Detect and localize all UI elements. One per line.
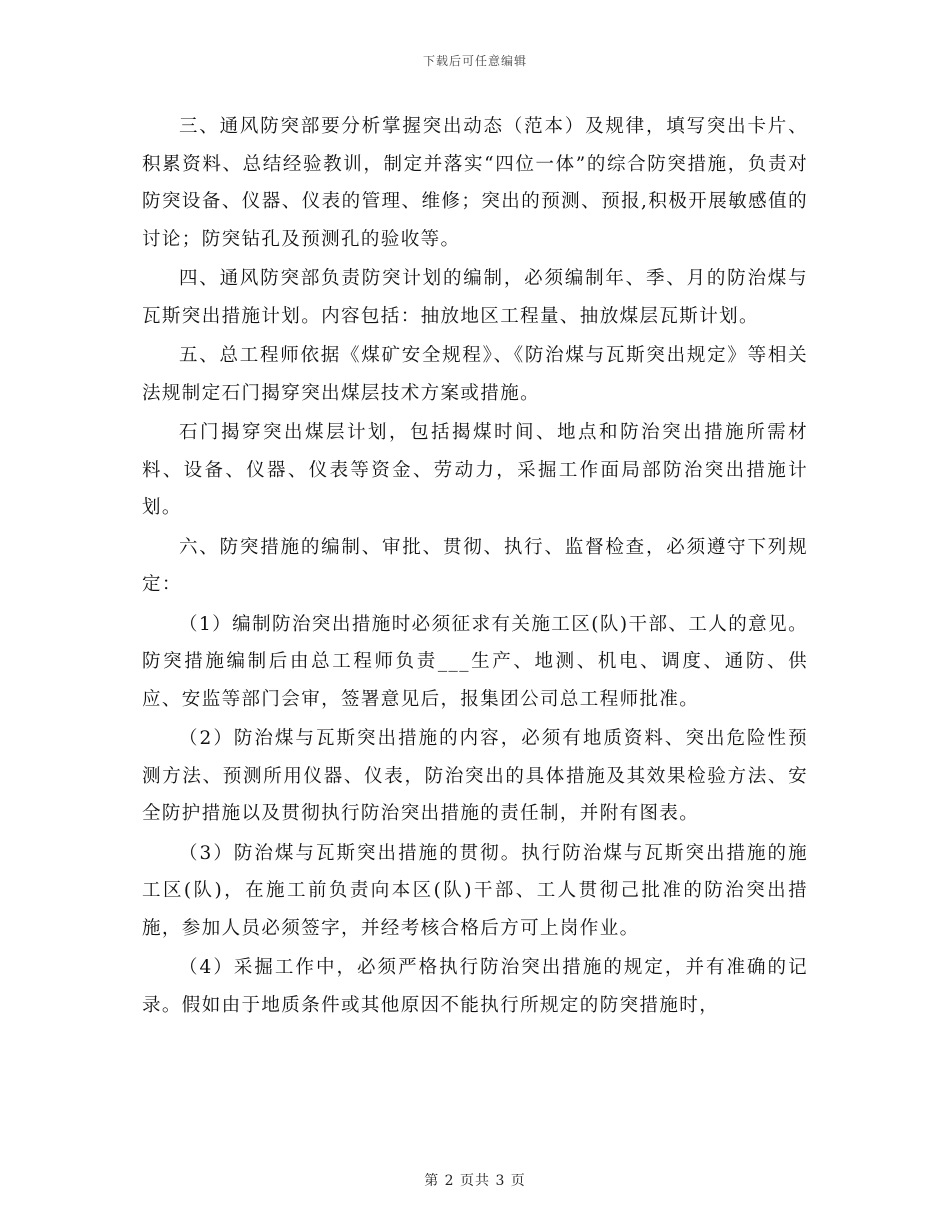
page-header: 下载后可任意编辑: [422, 54, 527, 68]
paragraph-section-6: 六、防突措施的编制、审批、贯彻、执行、监督检查，必须遵守下列规定：: [142, 536, 808, 595]
paragraph-item-1: （1）编制防治突出措施时必须征求有关施工区(队)干部、工人的意见。防突措施编制后由总工程师负责___生产、地测、机电、调度、通防、供应、安监等部门会审，签署意见后，报集团公司总工程师批准。: [142, 613, 808, 710]
paragraph-item-4: （4）采掘工作中，必须严格执行防治突出措施的规定，并有准确的记录。假如由于地质条件或其他原因不能执行所规定的防突措施时，: [142, 957, 808, 1016]
paragraph-item-2: （2）防治煤与瓦斯突出措施的内容，必须有地质资料、突出危险性预测方法、预测所用仪器、仪表，防治突出的具体措施及其效果检验方法、安全防护措施以及贯彻执行防治突出措施的责任制，并附有图表。: [142, 728, 808, 824]
page-number: 第 2 页共 3 页: [424, 1173, 526, 1189]
paragraph-crosscut-plan: 石门揭穿突出煤层计划，包括揭煤时间、地点和防治突出措施所需材料、设备、仪器、仪表等资金、劳动力，采掘工作面局部防治突出措施计划。: [142, 422, 808, 518]
document-body: [142, 108, 808, 1024]
paragraph-section-5: 五、总工程师依据《煤矿安全规程》、《防治煤与瓦斯突出规定》等相关法规制定石门揭穿突出煤层技术方案或措施。: [142, 345, 808, 404]
paragraph-section-4: 四、通风防突部负责防突计划的编制，必须编制年、季、月的防治煤与瓦斯突出措施计划。内容包括：抽放地区工程量、抽放煤层瓦斯计划。: [142, 268, 808, 327]
paragraph-section-3: 三、通风防突部要分析掌握突出动态（范本）及规律，填写突出卡片、积累资料、总结经验教训，制定并落实“四位一体”的综合防突措施，负责对防突设备、仪器、仪表的管理、维修；突出的预测、预报,积极开展敏感值的讨论；防突钻孔及预测孔的验收等。: [142, 116, 808, 250]
paragraph-item-3: （3）防治煤与瓦斯突出措施的贯彻。执行防治煤与瓦斯突出措施的施工区(队)，在施工前负责向本区(队)干部、工人贯彻己批准的防治突出措施，参加人员必须签字，并经考核合格后方可上岗作业。: [142, 842, 808, 939]
